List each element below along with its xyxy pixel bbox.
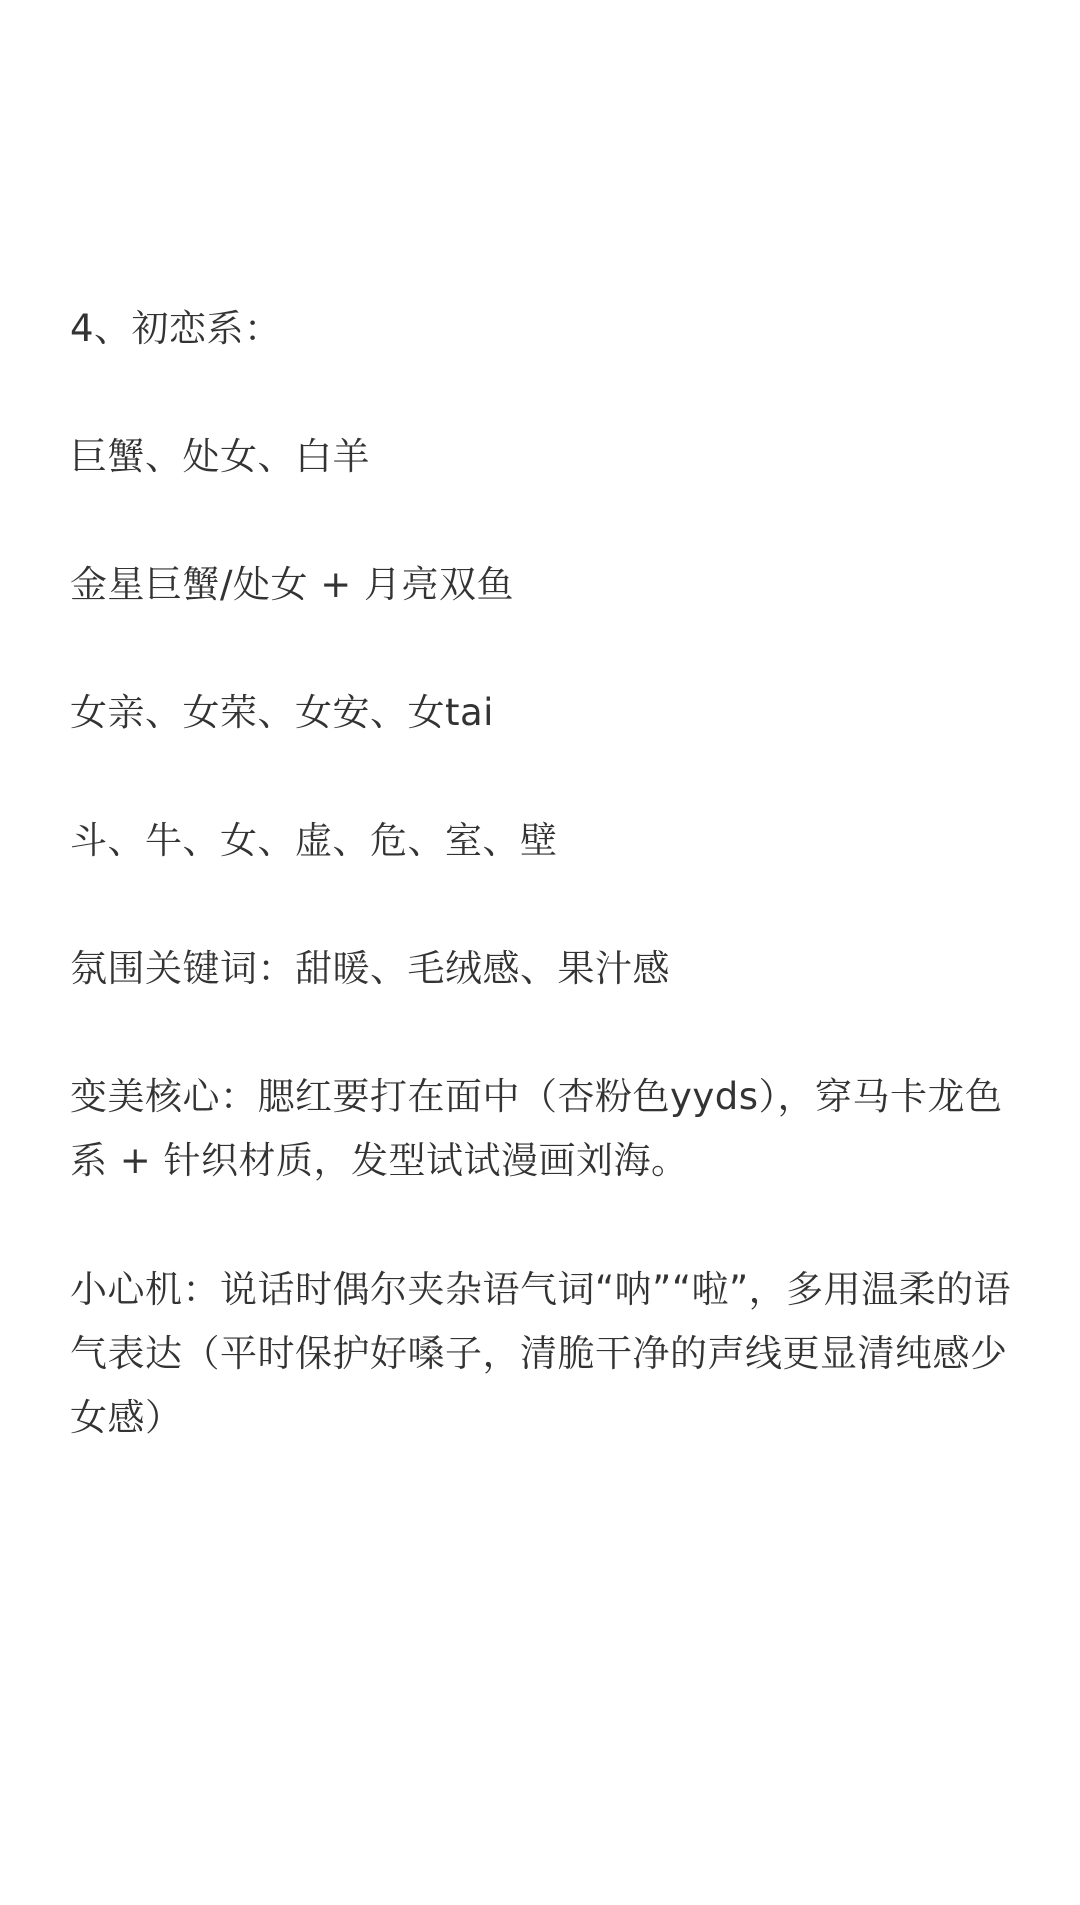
nodes-text: 女亲、女荣、女安、女tai	[70, 691, 494, 734]
section-heading: 4、初恋系：	[70, 307, 282, 350]
lunar-mansions-text: 斗、牛、女、虚、危、室、壁	[70, 819, 558, 862]
tips-paragraph: 小心机：说话时偶尔夹杂语气词“呐”“啦”，多用温柔的语气表达（平时保护好嗓子，清脆干净的声线更显清纯感少女感）	[70, 1268, 1012, 1439]
venus-moon-text: 金星巨蟹/处女 + 月亮双鱼	[70, 563, 514, 606]
atmosphere-keywords-text: 氛围关键词：甜暖、毛绒感、果汁感	[70, 947, 670, 990]
beauty-core-paragraph: 变美核心：腮红要打在面中（杏粉色yyds），穿马卡龙色系 + 针织材质，发型试试漫画刘海。	[70, 1075, 1003, 1182]
zodiac-signs-text: 巨蟹、处女、白羊	[70, 435, 370, 478]
